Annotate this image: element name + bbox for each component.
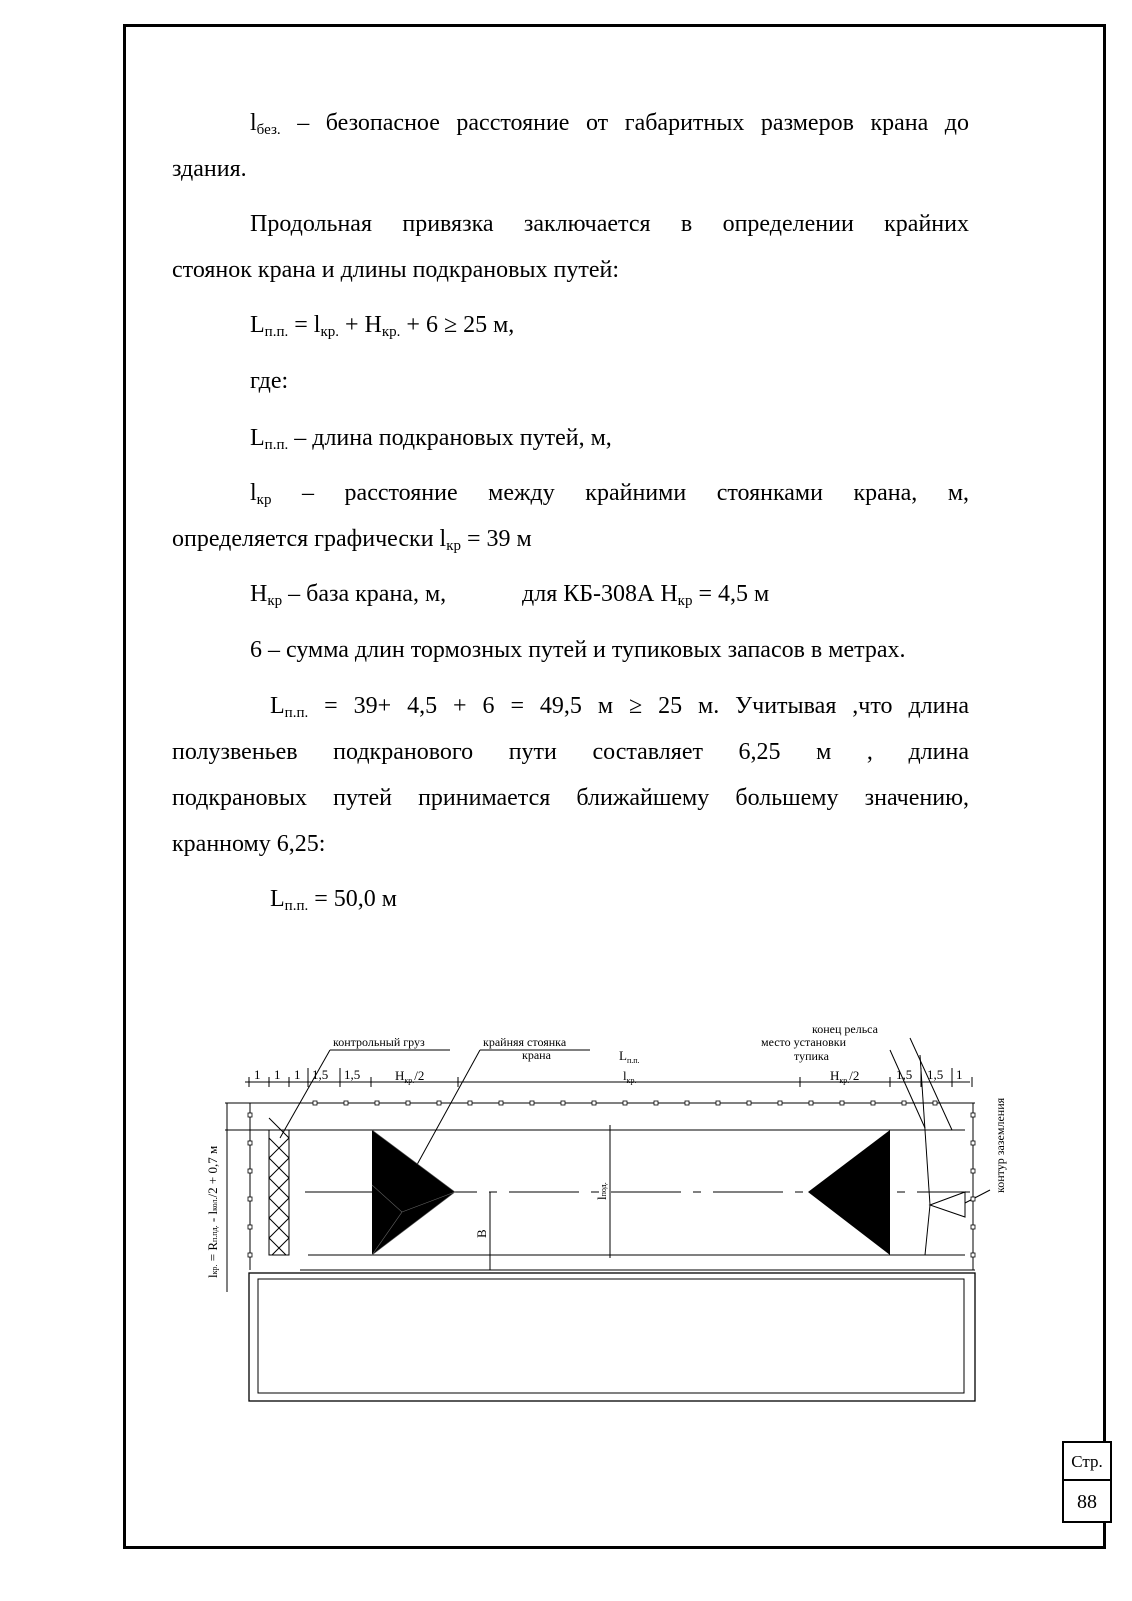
rail-marker: [971, 1253, 975, 1257]
calculation-line-3: подкрановых путей принимается ближайшему большему значению,: [172, 785, 969, 811]
crane-track-plan-drawing: [190, 1020, 1050, 1410]
rail-marker: [375, 1101, 379, 1105]
rail-marker: [248, 1113, 252, 1117]
rail-marker: [971, 1169, 975, 1173]
rail-marker: [592, 1101, 596, 1105]
rail-marker: [971, 1197, 975, 1201]
dimension-label-left: 1: [294, 1067, 301, 1082]
calculation-line-1: $L_{п.п.} = 39+ 4,5 + 6 = 49,5$ м ≥ 25 м. Учитывая ,что длина: [270, 693, 969, 721]
label-H-half-left: $H_{кр.}/2$: [395, 1068, 425, 1085]
formula-track-length: $L_{п.п.} = l_{кр.} + H_{кр.} + 6 \ge 25$ м,: [250, 312, 515, 340]
label-left-formula: lкр. = Rп.пд. - lкол./2 + 0,7 м: [205, 1145, 220, 1278]
rail-marker: [313, 1101, 317, 1105]
definition-l-kr: $l_{кр}$ – расстояние между крайними стоянками крана, м,: [250, 480, 970, 508]
rail-marker: [902, 1101, 906, 1105]
label-ground-contour: контур заземления: [993, 1097, 1007, 1193]
page-number-box: [1062, 1479, 1112, 1523]
rail-marker: [971, 1141, 975, 1145]
page-label: Стр.: [1071, 1452, 1103, 1471]
label-control-load: контрольный груз: [333, 1035, 425, 1049]
ground-contour-triangle: [930, 1192, 965, 1217]
label-dead-end: место установки: [761, 1035, 847, 1049]
label-l-kr: $l_{кр.}$: [623, 1068, 637, 1085]
label-H-half-right: $H_{кр.}/2$: [830, 1068, 860, 1085]
rail-marker: [623, 1101, 627, 1105]
paragraph-safe-distance-end: здания.: [172, 156, 247, 182]
building-inner-outline: [258, 1279, 964, 1393]
calculation-line-4: кранному 6,25:: [172, 831, 326, 857]
page-label-box: [1062, 1441, 1112, 1481]
label-L-pp: $L_{п.п.}$: [619, 1048, 640, 1065]
rail-marker: [654, 1101, 658, 1105]
leader-dead-end: [890, 1050, 925, 1128]
rail-marker: [530, 1101, 534, 1105]
crane-left-stop: [372, 1130, 455, 1255]
rail-marker: [778, 1101, 782, 1105]
rail-marker: [871, 1101, 875, 1105]
label-extreme-stop-2: крана: [522, 1048, 551, 1062]
dimension-label-left: 1: [254, 1067, 261, 1082]
rail-marker: [437, 1101, 441, 1105]
rail-marker: [248, 1197, 252, 1201]
calculation-line-2: полузвеньев подкранового пути составляет 6,25 м , длина: [172, 739, 969, 765]
rail-marker: [685, 1101, 689, 1105]
rail-marker: [468, 1101, 472, 1105]
result-track-length: $L_{п.п.} = 50,0$ м: [270, 886, 397, 914]
dimension-label-left: 1,5: [344, 1067, 361, 1082]
where-label: где:: [250, 368, 289, 394]
dimension-label-right: 1: [956, 1067, 963, 1082]
definition-l-kr-graph: определяется графически $l_{кр} = 39$ м: [172, 526, 532, 554]
rail-marker: [499, 1101, 503, 1105]
rail-marker: [716, 1101, 720, 1105]
dimension-label-left: 1,5: [312, 1067, 329, 1082]
rail-marker: [344, 1101, 348, 1105]
rail-marker: [248, 1225, 252, 1229]
control-load-hatch: [269, 1118, 289, 1255]
paragraph-safe-distance: $l_{без.}$ – безопасное расстояние от габаритных размеров крана до: [250, 110, 970, 138]
label-l-pod: lпод.: [594, 1182, 609, 1200]
ground-contour-leg: [925, 1205, 930, 1255]
rail-marker: [971, 1225, 975, 1229]
dimension-label-right: 1,5: [927, 1067, 944, 1082]
leader-control-load: [280, 1050, 330, 1138]
paragraph-longitudinal: Продольная привязка заключается в определении крайних: [250, 211, 969, 237]
rail-marker: [248, 1169, 252, 1173]
dimension-label-left: 1: [274, 1067, 281, 1082]
definition-H-kr-value: для КБ-308А $H_{кр} = 4,5$ м: [522, 581, 770, 609]
rail-marker: [747, 1101, 751, 1105]
rail-marker: [809, 1101, 813, 1105]
leader-rail-end: [910, 1038, 952, 1130]
page-number: 88: [1077, 1491, 1097, 1513]
control-load-block: [269, 1130, 289, 1255]
rail-marker: [248, 1141, 252, 1145]
rail-marker: [406, 1101, 410, 1105]
rail-marker: [933, 1101, 937, 1105]
rail-marker: [971, 1113, 975, 1117]
rail-marker: [840, 1101, 844, 1105]
symbol-l-bez: $l_{без.}$: [250, 110, 281, 138]
definition-H-kr: $H_{кр}$ – база крана, м,: [250, 581, 447, 609]
building-outline: [249, 1273, 975, 1401]
definition-L-pp: $L_{п.п.}$ – длина подкрановых путей, м,: [250, 425, 612, 453]
crane-right-stop: [808, 1130, 890, 1255]
label-extreme-stop: крайняя стоянка: [483, 1035, 567, 1049]
rail-marker: [248, 1253, 252, 1257]
paragraph-longitudinal-end: стоянок крана и длины подкрановых путей:: [172, 257, 620, 283]
label-B: B: [474, 1229, 489, 1238]
definition-six: 6 – сумма длин тормозных путей и тупиковых запасов в метрах.: [250, 637, 906, 663]
label-dead-end-2: тупика: [794, 1049, 829, 1063]
rail-marker: [561, 1101, 565, 1105]
dimension-label-right: 1,5: [896, 1067, 913, 1082]
label-rail-end: конец рельса: [812, 1022, 878, 1036]
